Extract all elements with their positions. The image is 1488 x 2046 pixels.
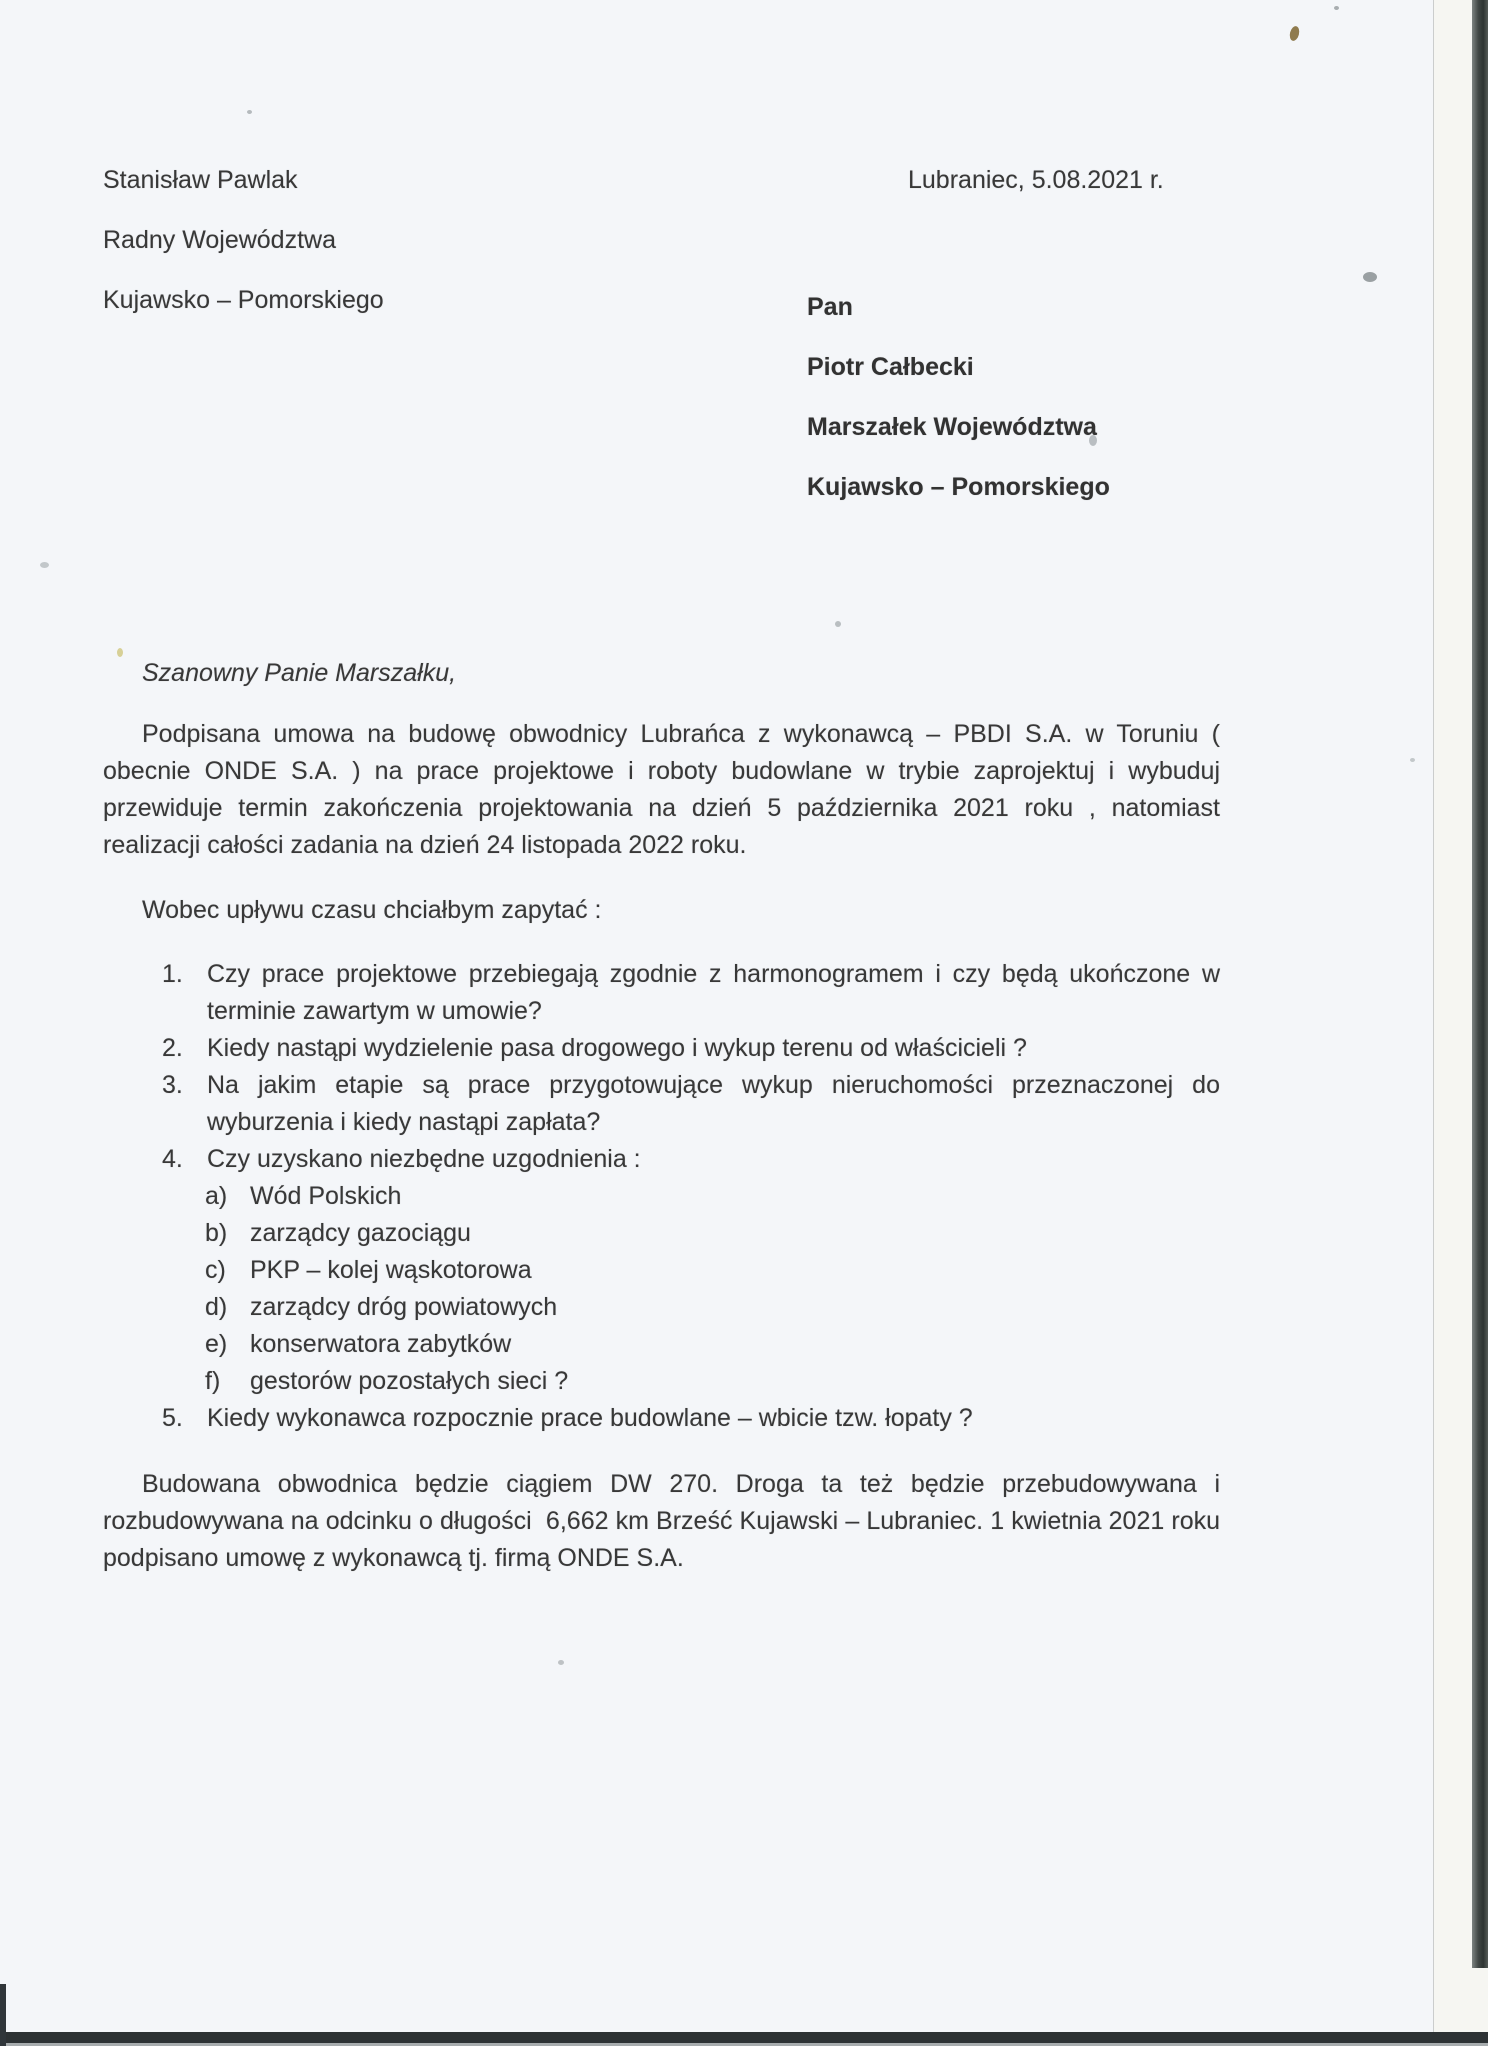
scan-speck <box>40 562 49 568</box>
scan-speck <box>558 1660 564 1665</box>
questions-lead-in: Wobec upływu czasu chciałbym zapytać : <box>142 896 602 924</box>
salutation: Szanowny Panie Marszałku, <box>142 659 457 687</box>
sub-question-marker: a) <box>205 1182 228 1210</box>
sub-question-item <box>103 1289 1220 1326</box>
sub-question-marker: c) <box>205 1256 226 1284</box>
questions-list <box>103 956 1220 1437</box>
scan-speck <box>1363 272 1377 282</box>
sender-title: Radny Województwa <box>103 226 336 254</box>
sub-question-text: gestorów pozostałych sieci ? <box>250 1367 569 1395</box>
sub-question-text: zarządcy dróg powiatowych <box>250 1293 558 1321</box>
sub-question-item <box>103 1363 1220 1400</box>
sub-question-item <box>103 1252 1220 1289</box>
sub-question-marker: d) <box>205 1293 228 1321</box>
recipient-honorific: Pan <box>807 293 853 321</box>
question-marker: 3. <box>162 1071 183 1099</box>
date-line: Lubraniec, 5.08.2021 r. <box>908 166 1164 194</box>
question-marker: 4. <box>162 1145 183 1173</box>
question-marker: 5. <box>162 1404 183 1432</box>
sub-question-marker: e) <box>205 1330 228 1358</box>
question-item <box>103 1141 1220 1178</box>
scan-speck <box>117 648 123 657</box>
question-text: Czy uzyskano niezbędne uzgodnienia : <box>207 1145 641 1173</box>
sub-question-item <box>103 1326 1220 1363</box>
recipient-title: Marszałek Województwa <box>807 413 1097 441</box>
sub-question-marker: b) <box>205 1219 228 1247</box>
question-text: Kiedy wykonawca rozpocznie prace budowlane – wbicie tzw. łopaty ? <box>207 1404 973 1432</box>
scan-speck <box>247 110 252 114</box>
scan-right-edge <box>1472 0 1488 1968</box>
question-item <box>103 956 1220 1030</box>
closing-paragraph: Budowana obwodnica będzie ciągiem DW 270. Droga ta też będzie przebudowywana i rozbudowywana na odcinku o długości 6,662 km Brześć Kujawski – Lubraniec. 1 kwietnia 2021 roku podpisano umowę z wykonawcą tj. firmą ONDE S.A. <box>103 1470 1227 1572</box>
sub-question-item <box>103 1215 1220 1252</box>
recipient-name: Piotr Całbecki <box>807 353 974 381</box>
sub-question-text: Wód Polskich <box>250 1182 402 1210</box>
scan-speck <box>1288 25 1300 42</box>
question-item <box>103 1030 1220 1067</box>
sender-block <box>103 162 384 342</box>
recipient-block <box>807 289 1110 529</box>
scan-speck <box>1334 6 1339 10</box>
sub-question-marker: f) <box>205 1367 221 1395</box>
scan-speck <box>835 621 841 627</box>
question-text: Na jakim etapie są prace przygotowujące wykup nieruchomości przeznaczonej do wyburzenia i kiedy nastąpi zapłata? <box>207 1071 1220 1136</box>
question-item <box>103 1067 1220 1141</box>
question-text: Czy prace projektowe przebiegają zgodnie z harmonogramem i czy będą ukończone w terminie zawartym w umowie? <box>207 960 1220 1025</box>
intro-paragraph: Podpisana umowa na budowę obwodnicy Lubrańca z wykonawcą – PBDI S.A. w Toruniu ( obecnie ONDE S.A. ) na prace projektowe i roboty budowlane w trybie zaprojektuj i wybuduj przewiduje termin zakończenia projektowania na dzień 5 października 2021 roku , natomiast realizacji całości zadania na dzień 24 listopada 2022 roku. <box>103 720 1220 859</box>
question-item <box>103 1400 1220 1437</box>
sender-name: Stanisław Pawlak <box>103 166 298 194</box>
scan-left-edge <box>0 1984 6 2046</box>
scan-bottom-edge <box>0 2032 1488 2043</box>
question-text: Kiedy nastąpi wydzielenie pasa drogowego i wykup terenu od właścicieli ? <box>207 1034 1027 1062</box>
question-marker: 2. <box>162 1034 183 1062</box>
scan-speck <box>1410 758 1415 762</box>
recipient-region: Kujawsko – Pomorskiego <box>807 473 1110 501</box>
sub-question-text: PKP – kolej wąskotorowa <box>250 1256 532 1284</box>
sender-region: Kujawsko – Pomorskiego <box>103 286 384 314</box>
sub-question-item <box>103 1178 1220 1215</box>
sub-question-text: zarządcy gazociągu <box>250 1219 471 1247</box>
question-marker: 1. <box>162 960 183 988</box>
sub-question-text: konserwatora zabytków <box>250 1330 512 1358</box>
